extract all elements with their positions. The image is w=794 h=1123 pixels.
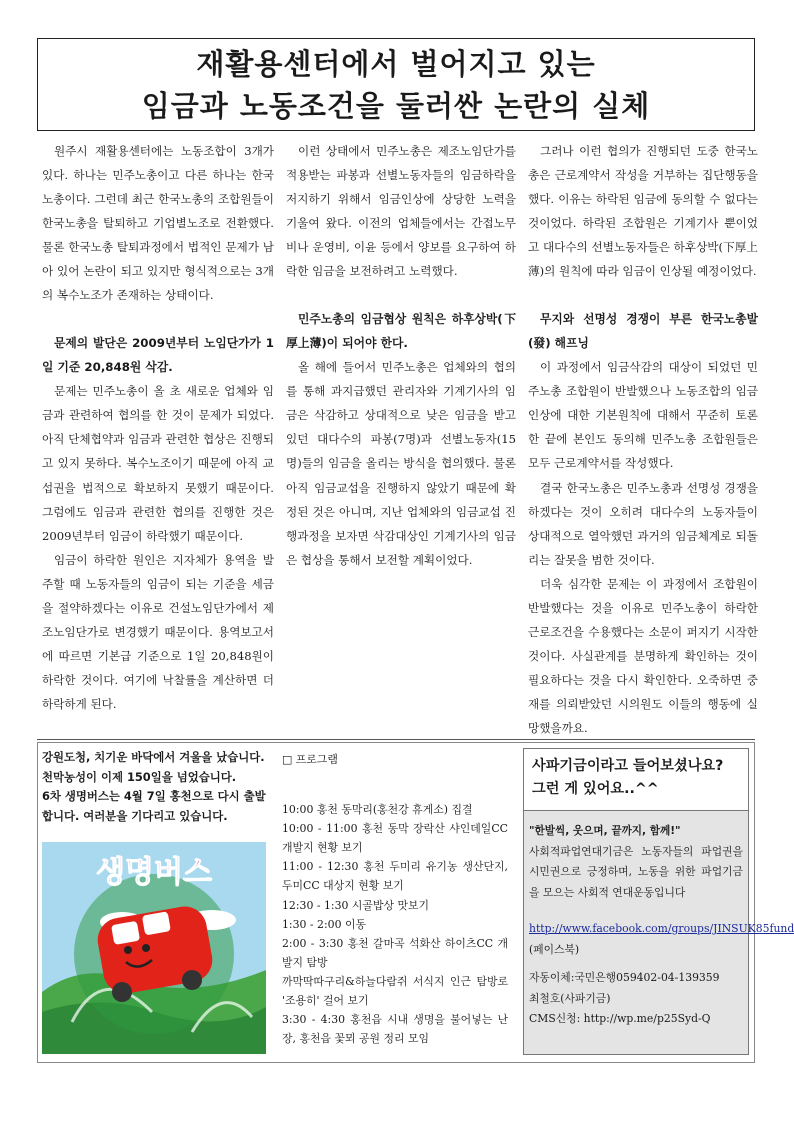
cms-signup: CMS신청: http://wp.me/p25Syd-Q (529, 1012, 711, 1025)
bus-notice-line-1: 강원도청, 치기운 바닥에서 겨울을 났습니다. (42, 750, 265, 764)
headline-line-2: 임금과 노동조건을 둘러싼 논란의 실체 (141, 89, 651, 123)
section-1-paragraph-1: 문제는 민주노총이 올 초 새로운 업체와 임금과 관련하여 협의를 한 것이 문제가 되었다. 아직 단체협약과 임금과 관련한 협상은 진행되고 있지 못하다. 복수노조이기 때문에 아직 교섭권을 법적으로 확보하지 못했기 때문이다. 그럼에도 임금과 관련한 협의를 진행한 것은 2009년부터 임금이 하락했기 때문이다. (42, 384, 274, 543)
program-item: 2:00 - 3:30 홍천 갈마곡 석화산 하이츠CC 개발지 탐방 (282, 936, 508, 969)
article-intro: 원주시 재활용센터에는 노동조합이 3개가 있다. 하나는 민주노총이고 다른 하나는 한국노총이다. 그런데 최근 한국노총의 조합원들이 한국노총을 탈퇴하고 기업별노조로 전환했다. 물론 한국노총 탈퇴과정에서 법적인 문제가 남아 있어 논란이 되고 있지만 형식적으로는 3개의 복수노조가 존재하는 상태이다. (42, 144, 274, 303)
program-item: 10:00 홍천 동막리(홍천강 휴게소) 집결 (282, 803, 473, 817)
bus-notice-line-2: 천막농성이 이제 150일을 넘었습니다. (42, 769, 237, 784)
fund-description: 사회적파업연대기금은 노동자들의 파업권을 시민권으로 긍정하며, 노동을 위한 파업기금을 모으는 사회적 연대운동입니다 (529, 844, 743, 899)
article-column-2 (286, 139, 516, 734)
account-holder: 최철호(사파기금) (529, 991, 611, 1005)
program-item: 까막딱따구리&하늘다람쥐 서식지 인근 탐방로 '조용히' 걸어 보기 (282, 974, 508, 1008)
section-3-heading: 무지와 선명성 경쟁이 부른 한국노총발(發) 해프닝 (528, 312, 758, 351)
strike-fund-box (523, 748, 794, 1055)
section-2-paragraph-1: 올 해에 들어서 민주노총은 업체와의 협의를 통해 과지급했던 관리자와 기계기사의 임금은 삭감하고 상대적으로 낮은 임금을 받고 있던 대다수의 파봉(7명)과 선별노동자(15명)들의 임금을 올리는 방식을 협의했다. 물론 아직 임금교섭을 진행하지 않았기 때문에 확정된 것은 아니며, 지난 업체와의 임금교섭 진행과정을 보자면 삭감대상인 기계기사의 임금은 협상을 통해서 보전할 계획이었다. (286, 360, 516, 567)
headline (37, 38, 755, 131)
bank-account: 자동이체:국민은행059402-04-139359 (529, 971, 720, 984)
program-heading: □ 프로그램 (282, 753, 338, 766)
program-schedule (282, 750, 508, 1048)
section-3-paragraph-3: 더욱 심각한 문제는 이 과정에서 조합원이 반발했다는 것을 이유로 민주노총이 하락한 근로조건을 수용했다는 소문이 퍼지기 시작한 것이다. 사실관계를 분명하게 확인하는 것이 필요하다는 것을 다시 확인한다. 오죽하면 중재를 의뢰받았던 시의원도 이들의 행동에 실망했을까요. (528, 576, 758, 734)
section-3-paragraph-1: 이 과정에서 임금삭감의 대상이 되었던 민주노총 조합원이 반발했으나 노동조합의 임금인상에 대한 기본원칙에 대해서 꾸준히 토론 한 끝에 본인도 동의해 민주노총 조합원들은 모두 근로계약서를 작성했다. (528, 360, 758, 471)
fund-body (529, 821, 794, 1030)
section-2-heading: 민주노총의 임금협상 원칙은 하후상박(下厚上薄)이 되어야 한다. (286, 312, 516, 351)
bus-notice (42, 748, 274, 826)
section-divider (37, 739, 755, 740)
program-item: 12:30 - 1:30 시골밥상 맛보기 (282, 898, 430, 912)
bus-illustration-svg (42, 842, 266, 1054)
article-column-3 (528, 139, 758, 734)
life-bus-illustration (42, 842, 266, 1054)
fund-slogan: "한발씩, 웃으며, 끝까지, 함께!" (529, 825, 681, 837)
fund-link-row (529, 919, 794, 960)
section-2-paragraph-2: 그러나 이런 협의가 진행되던 도중 한국노총은 근로계약서 작성을 거부하는 집단행동을 했다. 이유는 하락된 임금에 동의할 수 없다는 것이었다. 하락된 조합원은 기계기사 뿐이었고 대다수의 선별노동자들은 하후상박(下厚上薄)의 원칙에 따라 임금이 인상될 예정이었다. (528, 144, 758, 279)
program-item: 1:30 - 2:00 이동 (282, 917, 367, 931)
headline-line-1: 재활용센터에서 벌어지고 있는 (196, 47, 596, 81)
bus-notice-line-3: 6차 생명버스는 4월 7일 홍천으로 다시 출발합니다. 여러분을 기다리고 있습니다. (42, 789, 266, 823)
fund-heading: 사파기금이라고 들어보셨나요? 그런 게 있어요..^^ (524, 749, 748, 811)
program-item: 10:00 - 11:00 홍천 동막 장락산 샤인데일CC 개발지 현황 보기 (282, 822, 508, 855)
section-1-paragraph-2: 임금이 하락한 원인은 지자체가 용역을 발주할 때 노동자들의 임금이 되는 기준을 세금을 절약하겠다는 이유로 건설노임단가에서 제조노임단가로 변경했기 때문이다. 용역보고서에 따르면 기본급 기준으로 1일 20,848원이 하락한 것이다. 여기에 낙찰률을 계산하면 더 하락하게 된다. (42, 552, 274, 711)
article-column-1 (42, 139, 274, 734)
section-1-heading: 문제의 발단은 2009년부터 노임단가가 1일 기준 20,848원 삭감. (42, 336, 274, 375)
section-1-paragraph-3: 이런 상태에서 민주노총은 제조노임단가를 적용받는 파봉과 선별노동자들의 임금하락을 저지하기 위해서 임금인상에 상당한 노력을 기울여 왔다. 이전의 업체들에서는 간접노무비나 운영비, 이윤 등에서 양보를 요구하여 하락한 임금을 보전하려고 노력했다. (286, 144, 516, 279)
facebook-group-link[interactable]: http://www.facebook.com/groups/JINSUK85fund (529, 922, 794, 935)
program-item: 3:30 - 4:30 홍천읍 시내 생명을 불어넣는 난장, 홍천읍 꽃뫼 공원 정리 모임 (282, 1013, 508, 1046)
program-item: 11:00 - 12:30 홍천 두미리 유기농 생산단지, 두미CC 대상지 현황 보기 (282, 860, 508, 893)
facebook-link-note: (페이스북) (529, 942, 580, 956)
section-3-paragraph-2: 결국 한국노총은 민주노총과 선명성 경쟁을 하겠다는 것이 오히려 대다수의 노동자들이 상대적으로 열악했던 과거의 임금체계로 되돌리는 잘못을 범한 것이다. (528, 480, 758, 567)
bus-title-text: 생명버스 (96, 855, 212, 890)
